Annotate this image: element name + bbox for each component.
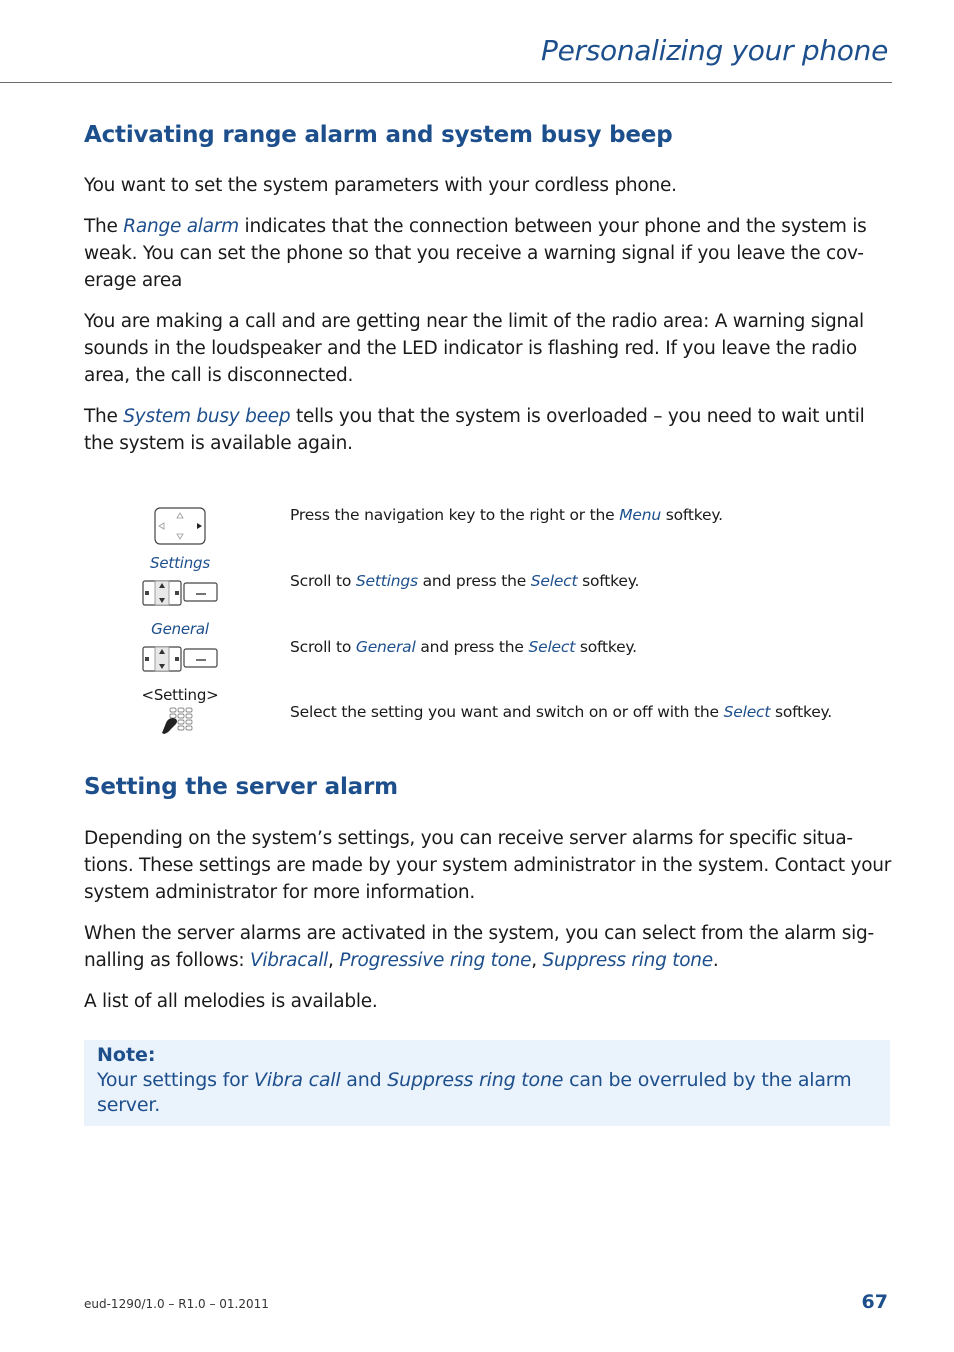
term-select: Select [723,703,771,721]
step-text-1: Press the navigation key to the right or the Menu softkey. [290,506,723,524]
step-text-2: Scroll to Settings and press the Select softkey. [290,572,640,590]
term-suppress-ring-tone: Suppress ring tone [542,950,713,971]
paragraph-alarm-signalling: When the server alarms are activated in the system, you can select from the alarm sig-nalling as follows: Vibracall, Progressive ring tone, Suppress ring tone. [84,923,874,971]
footer-document-id: eud-1290/1.0 – R1.0 – 01.2011 [84,1297,269,1311]
paragraph-intro: You want to set the system parameters with your cordless phone. [84,175,677,196]
term-range-alarm: Range alarm [123,216,239,237]
term-vibracall: Vibracall [250,950,329,971]
note-text: Your settings for Vibra call and Suppress ring tone can be overruled by the alarm server. [97,1069,852,1116]
section-heading-server-alarm: Setting the server alarm [84,774,398,800]
paragraph-range-alarm: The Range alarm indicates that the connection between your phone and the system is weak. You can set the phone so that you receive a warning signal if you leave the cov-erage area [84,216,867,291]
scroll-and-softkey-icon [142,580,218,606]
step-label-general: General [151,620,209,638]
term-suppress-ring-tone: Suppress ring tone [387,1069,564,1091]
keypad-finger-icon [160,707,194,735]
navigation-key-icon [154,507,206,545]
term-vibra-call: Vibra call [253,1069,341,1091]
term-general: General [355,638,416,656]
header-divider [0,82,892,83]
note-title: Note: [97,1044,156,1066]
term-progressive-ring-tone: Progressive ring tone [339,950,532,971]
paragraph-radio-limit: You are making a call and are getting near the limit of the radio area: A warning signal sounds in the loudspeaker and the LED indicator is flashing red. If you leave the radio area, the call is disconnected. [84,311,864,386]
page-header-title: Personalizing your phone [541,34,888,67]
term-settings: Settings [355,572,418,590]
step-text-4: Select the setting you want and switch on or off with the Select softkey. [290,703,833,721]
paragraph-melodies: A list of all melodies is available. [84,991,378,1012]
term-system-busy-beep: System busy beep [123,406,291,427]
note-box [84,1040,890,1126]
step-label-setting: <Setting> [141,686,219,704]
term-select: Select [528,638,576,656]
paragraph-system-busy-beep: The System busy beep tells you that the system is overloaded – you need to wait until the system is available again. [84,406,865,454]
paragraph-server-alarm-intro: Depending on the system’s settings, you can receive server alarms for specific situa-tions. These settings are made by your system administrator in the system. Contact your system administrator for more information. [84,828,892,903]
step-label-settings: Settings [150,554,210,572]
section-heading-range-alarm: Activating range alarm and system busy beep [84,122,673,148]
scroll-and-softkey-icon [142,646,218,672]
page-number: 67 [861,1291,888,1313]
step-text-3: Scroll to General and press the Select softkey. [290,638,637,656]
term-select: Select [530,572,578,590]
term-menu: Menu [619,506,662,524]
